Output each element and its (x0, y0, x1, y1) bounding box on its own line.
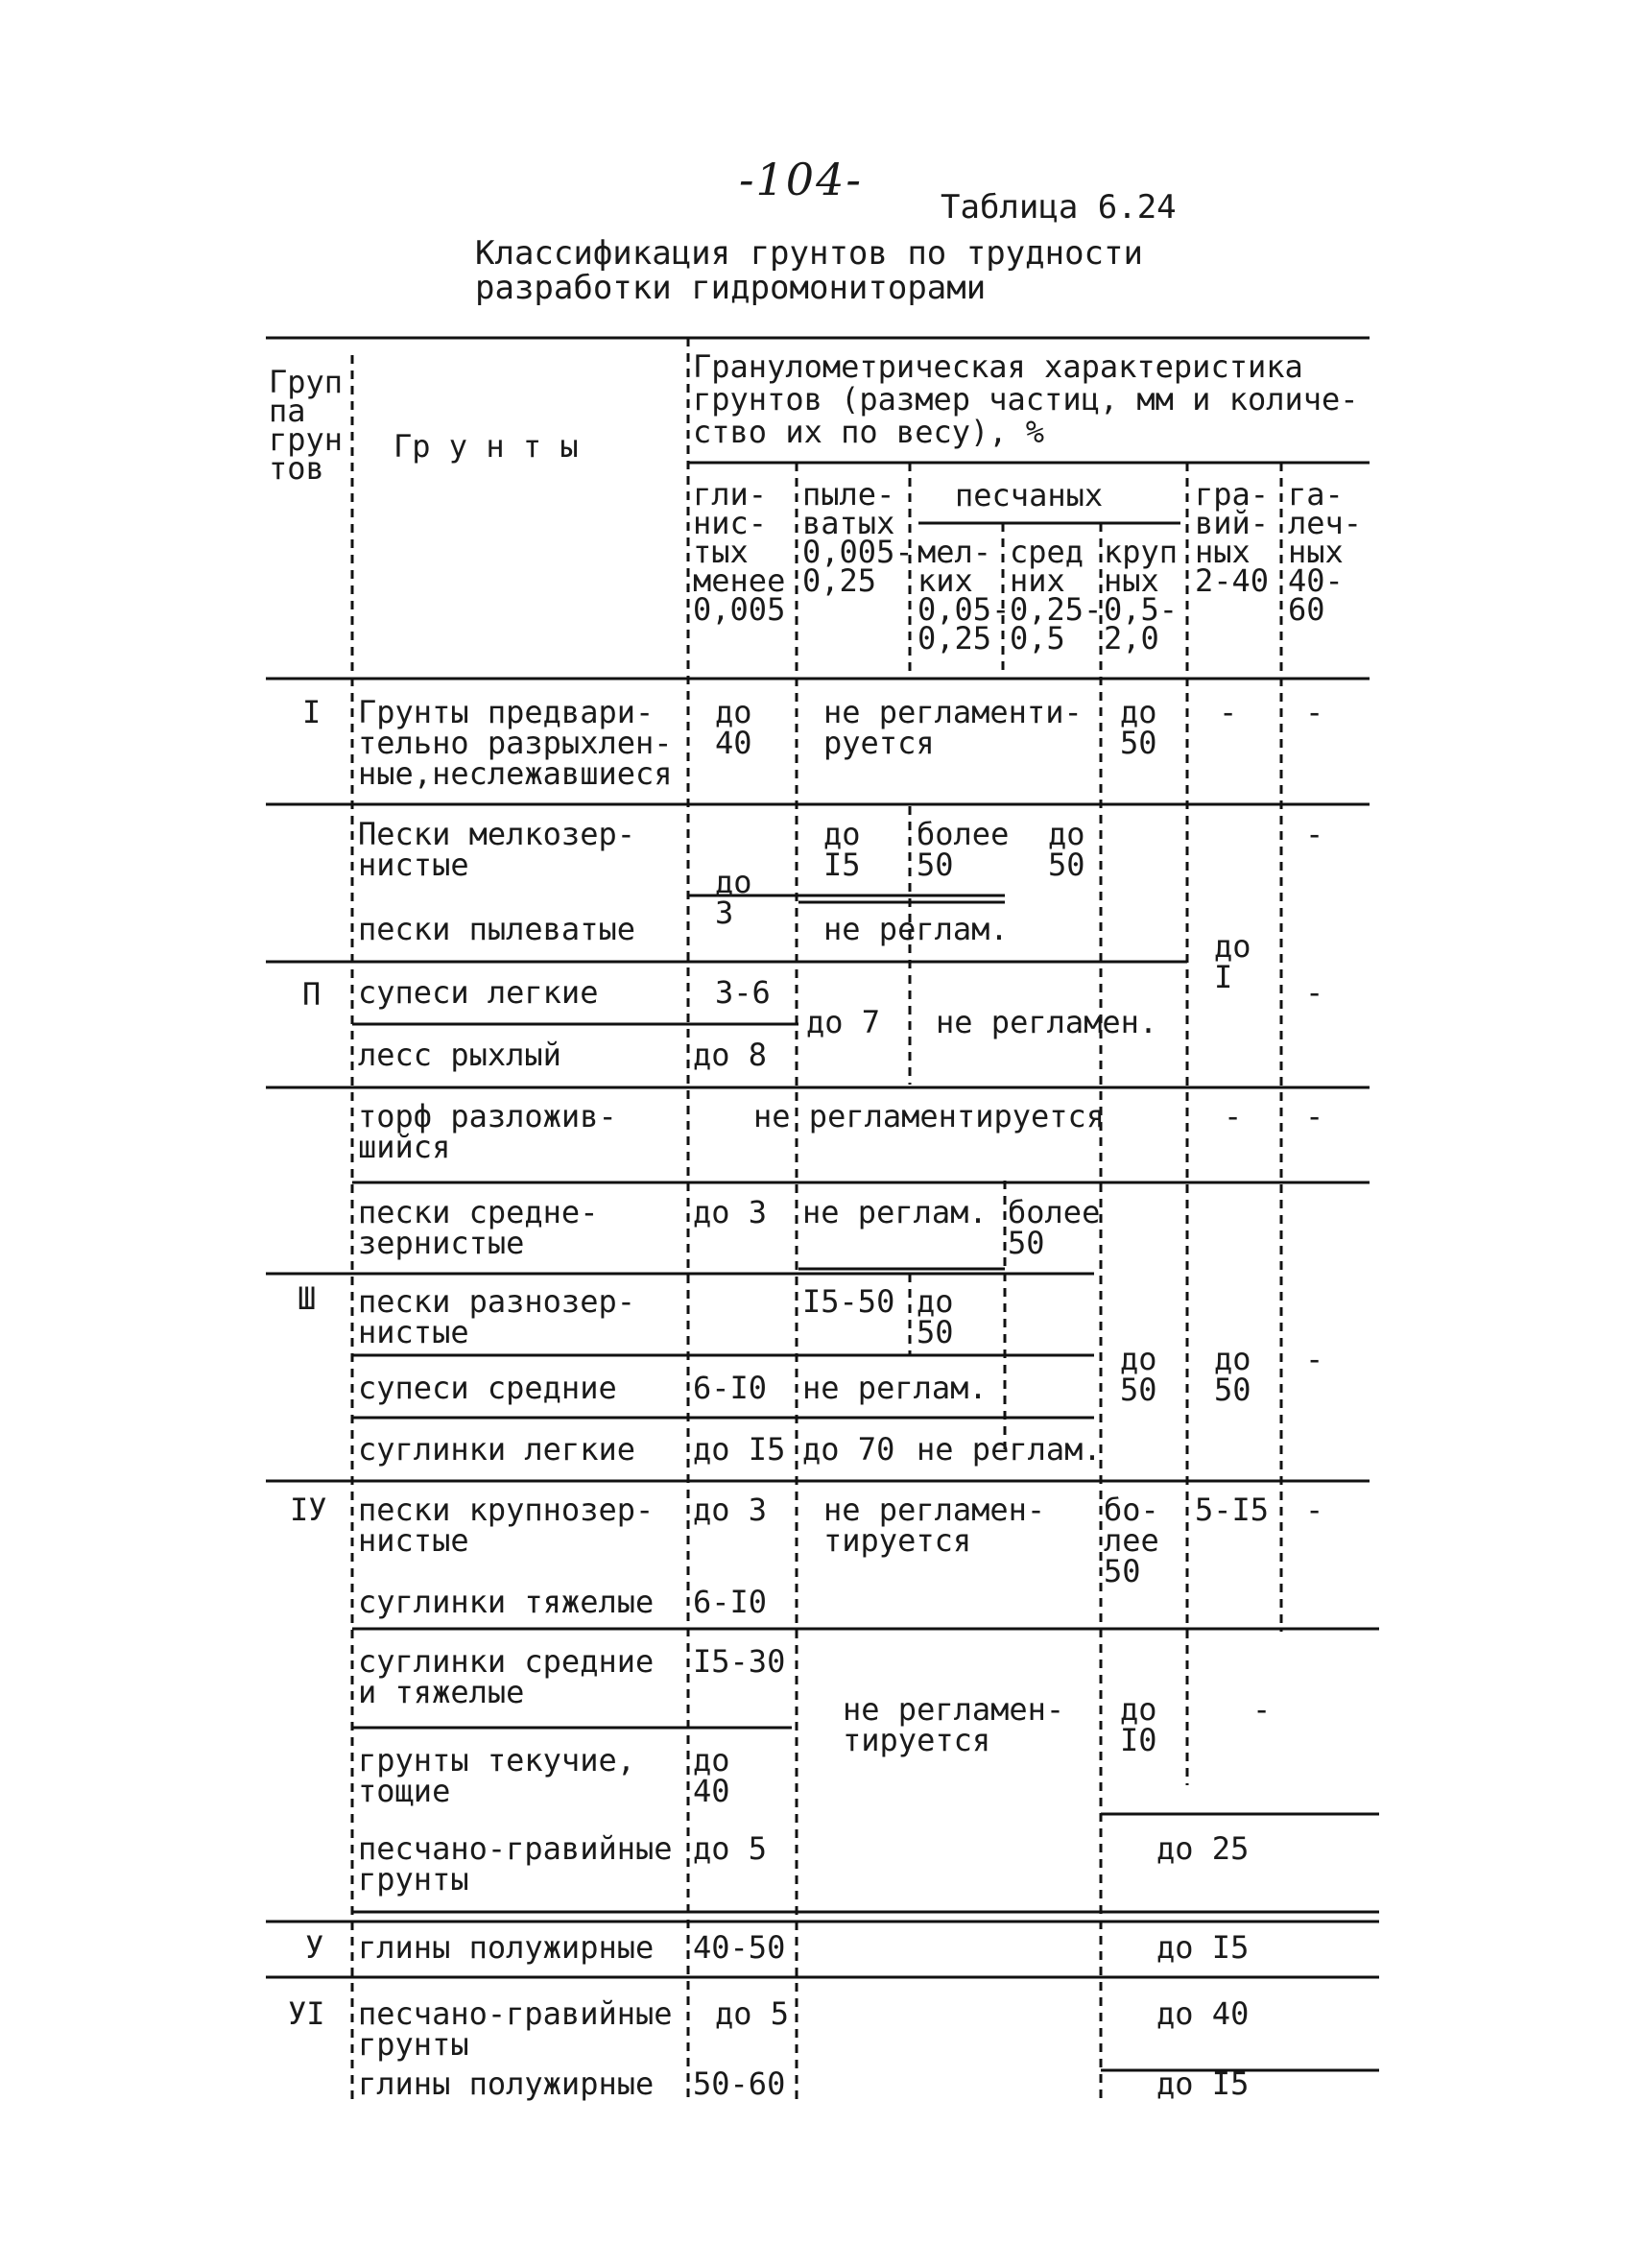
group-number: У (305, 1929, 324, 1966)
soil-name: пески разнозер- нистые (358, 1283, 635, 1350)
header-pebble: га- леч- ных 40- 60 (1288, 476, 1363, 628)
cell-value: - (1224, 1098, 1243, 1134)
cell-value: до 50 (1120, 1341, 1157, 1408)
table-label: Таблица 6.24 (941, 188, 1177, 227)
cell-value: до 3 (715, 864, 752, 931)
soil-name: лесс рыхлый (358, 1037, 561, 1073)
group-number: I (302, 694, 322, 730)
cell-value: - (1305, 1341, 1324, 1377)
cell-value: - (1305, 974, 1324, 1011)
cell-value: бо- лее 50 (1104, 1492, 1159, 1589)
soil-name: суглинки тяжелые (358, 1584, 655, 1620)
cell-value: более 50 (1008, 1194, 1101, 1261)
group-number: IУ (290, 1492, 327, 1528)
cell-value: - (1219, 694, 1238, 730)
soil-name: суглинки средние и тяжелые (358, 1643, 655, 1710)
cell-value: до 40 (715, 694, 752, 761)
cell-value: не реглам. (917, 1431, 1102, 1468)
cell-value: 6-I0 (693, 1584, 768, 1620)
cell-value: - (1305, 816, 1324, 852)
soil-name: супеси легкие (358, 974, 599, 1011)
header-soils: Гр у н т ы (393, 428, 579, 465)
cell-value: - (1305, 694, 1324, 730)
cell-value: 40-50 (693, 1929, 786, 1966)
cell-value: до 7 (806, 1004, 881, 1040)
soil-name: Пески мелкозер- нистые (358, 816, 635, 883)
soil-name: супеси средние (358, 1370, 617, 1406)
cell-value: до 3 (693, 1492, 768, 1528)
soil-name: глины полужирные (358, 2065, 655, 2102)
cell-value: до 25 (1156, 1830, 1250, 1867)
table-caption: Классификация грунтов по трудности разработки гидромониторами (475, 234, 1143, 307)
cell-value: не регламенти- руется (823, 694, 1083, 761)
cell-value: не регламен. (936, 1004, 1158, 1040)
cell-value: до I5 (1156, 1929, 1250, 1966)
soil-name: пески крупнозер- нистые (358, 1492, 655, 1559)
cell-value: до I (1214, 928, 1251, 995)
soil-name: пески средне- зернистые (358, 1194, 599, 1261)
cell-value: - (1305, 1098, 1324, 1134)
cell-value: до I0 (1120, 1691, 1157, 1758)
cell-value: 50-60 (693, 2065, 786, 2102)
cell-value: 6-I0 (693, 1370, 768, 1406)
header-sand-fine: мел- ких 0,05- 0,25 (917, 534, 1011, 657)
cell-value: до 50 (1048, 816, 1085, 883)
soil-name: глины полужирные (358, 1929, 655, 1966)
cell-value: до 40 (693, 1742, 730, 1809)
cell-value: - (1252, 1691, 1272, 1728)
header-clay: гли- нис- тых менее 0,005 (693, 476, 786, 628)
cell-value: до 50 (1120, 694, 1157, 761)
cell-value: до I5 (823, 816, 861, 883)
cell-value: не реглам. (802, 1370, 988, 1406)
cell-value: до 50 (917, 1283, 954, 1350)
cell-value: до 70 (802, 1431, 895, 1468)
cell-value: не реглам. (823, 911, 1009, 947)
cell-value: до 3 (693, 1194, 768, 1230)
cell-value: до 40 (1156, 1995, 1250, 2032)
cell-value: до 5 (693, 1830, 768, 1867)
cell-value: до I5 (1156, 2065, 1250, 2102)
soil-name: пески пылеватые (358, 911, 635, 947)
cell-value: не регламен- тируется (843, 1691, 1065, 1758)
header-sand-coarse: круп ных 0,5- 2,0 (1104, 534, 1179, 657)
page-number: -104- (739, 154, 863, 205)
cell-value: до 50 (1214, 1341, 1251, 1408)
cell-value: I5-50 (802, 1283, 895, 1320)
cell-value: до 8 (693, 1037, 768, 1073)
soil-name: суглинки легкие (358, 1431, 635, 1468)
soil-name: Грунты предвари- тельно разрыхлен- ные,неслежавшиеся (358, 694, 673, 792)
group-number: П (302, 976, 322, 1013)
cell-value: до 5 (715, 1995, 790, 2032)
soil-name: торф разложив- шийся (358, 1098, 617, 1165)
header-sand-medium: сред них 0,25- 0,5 (1010, 534, 1103, 657)
header-sand: песчаных (955, 477, 1104, 513)
header-gravel: гра- вий- ных 2-40 (1195, 476, 1270, 599)
cell-value: до I5 (693, 1431, 786, 1468)
cell-value: не регламен- тируется (823, 1492, 1046, 1559)
cell-value: - (1305, 1492, 1324, 1528)
cell-value: I5-30 (693, 1643, 786, 1680)
cell-value: 5-I5 (1195, 1492, 1270, 1528)
cell-value: 3-6 (715, 974, 771, 1011)
soil-name: песчано-гравийные грунты (358, 1995, 673, 2063)
cell-value: не регламентируется (753, 1098, 1106, 1134)
header-granulometry: Гранулометрическая характеристика грунтов (размер частиц, мм и количе- ство их по весу), % (693, 348, 1359, 450)
soil-name: песчано-гравийные грунты (358, 1830, 673, 1898)
header-dust: пыле- ватых 0,005- 0,25 (802, 476, 914, 599)
cell-value: более 50 (917, 816, 1010, 883)
soil-name: грунты текучие, тощие (358, 1742, 635, 1809)
group-number: УI (288, 1995, 325, 2032)
header-group: Груп па грун тов (269, 364, 344, 487)
group-number: Ш (298, 1280, 317, 1317)
cell-value: не реглам. (802, 1194, 988, 1230)
